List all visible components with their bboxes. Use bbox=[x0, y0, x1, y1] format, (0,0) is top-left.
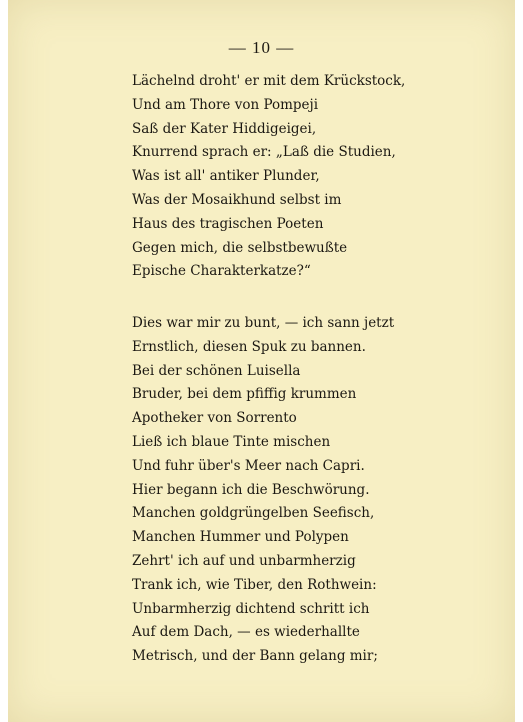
verse-line: Metrisch, und der Bann gelang mir; bbox=[132, 648, 378, 665]
verse-line: Manchen Hummer und Polypen bbox=[132, 529, 349, 546]
stanza-1 bbox=[132, 70, 405, 284]
verse-line: Saß der Kater Hiddigeigei, bbox=[132, 120, 317, 137]
verse-line: Unbarmherzig dichtend schritt ich bbox=[132, 600, 370, 617]
verse-line: Auf dem Dach, — es wiederhallte bbox=[132, 624, 360, 641]
verse-line: Epische Charakterkatze?“ bbox=[132, 263, 311, 280]
verse-line: Manchen goldgrüngelben Seefisch, bbox=[132, 505, 375, 522]
verse-line: Ließ ich blaue Tinte mischen bbox=[132, 433, 331, 450]
verse-line: Trank ich, wie Tiber, den Rothwein: bbox=[132, 576, 377, 593]
verse-line: Ernstlich, diesen Spuk zu bannen. bbox=[132, 338, 366, 355]
verse-line: Bruder, bei dem pfiffig krummen bbox=[132, 386, 357, 403]
verse-line: Was der Mosaikhund selbst im bbox=[132, 191, 342, 208]
verse-line: Hier begann ich die Beschwörung. bbox=[132, 481, 370, 498]
stanza-2 bbox=[132, 312, 394, 669]
verse-line: Apotheker von Sorrento bbox=[132, 410, 297, 427]
verse-line: Zehrt' ich auf und unbarmherzig bbox=[132, 552, 356, 569]
verse-line: Bei der schönen Luisella bbox=[132, 362, 301, 379]
verse-line: Lächelnd droht' er mit dem Krückstock, bbox=[132, 73, 406, 89]
book-page bbox=[8, 0, 515, 722]
verse-line: Und am Thore von Pompeji bbox=[132, 96, 319, 113]
verse-line: Was ist all' antiker Plunder, bbox=[132, 168, 320, 185]
page-number: — 10 — bbox=[228, 38, 295, 57]
verse-line: Haus des tragischen Poeten bbox=[132, 215, 324, 232]
verse-line: Und fuhr über's Meer nach Capri. bbox=[132, 457, 365, 474]
verse-line: Dies war mir zu bunt, — ich sann jetzt bbox=[132, 315, 395, 331]
verse-line: Gegen mich, die selbstbewußte bbox=[132, 239, 348, 256]
verse-line: Knurrend sprach er: „Laß die Studien, bbox=[132, 144, 396, 161]
